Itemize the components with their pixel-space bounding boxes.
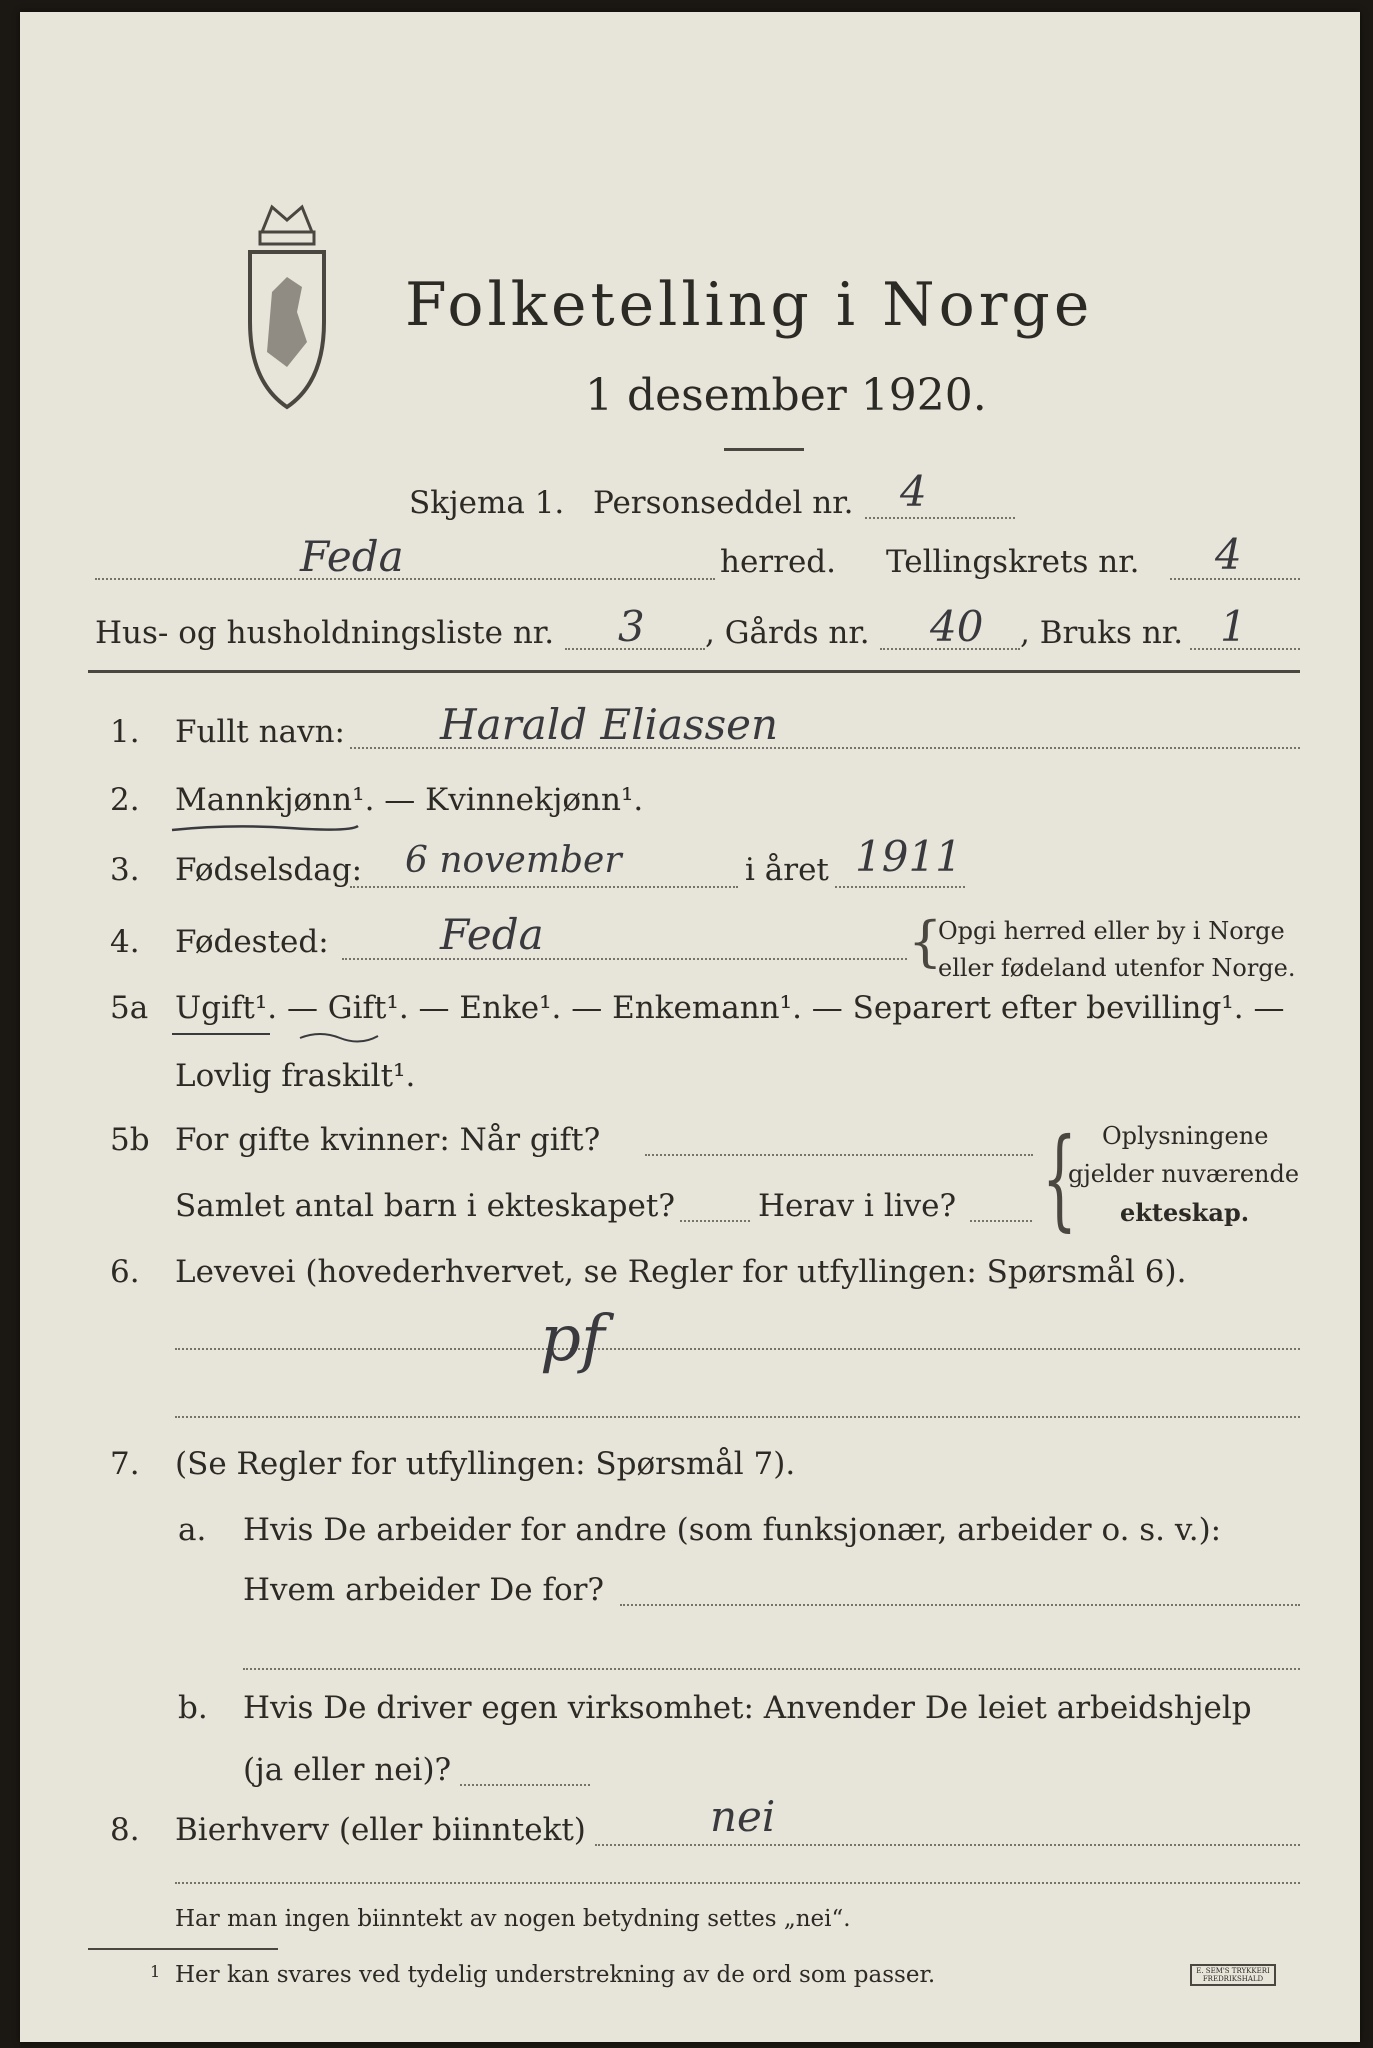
q6-dotted-line-1 (175, 1348, 1300, 1350)
q4-note-line2: eller fødeland utenfor Norge. (938, 954, 1296, 982)
q3-label: Fødselsdag: (175, 852, 363, 888)
q7b-dotted-line (460, 1784, 590, 1786)
q4-number: 4. (110, 924, 140, 960)
personseddel-dotted-line (865, 517, 1015, 519)
q6-label: Levevei (hovederhvervet, se Regler for utfyllingen: Spørsmål 6). (175, 1254, 1187, 1290)
skjema-label: Skjema 1. (409, 485, 565, 521)
q3-answer-birth-date: 6 november (405, 840, 622, 881)
ugift-underline (170, 1028, 380, 1046)
q3-answer-birth-year: 1911 (855, 832, 962, 881)
q7a-dotted-line-2 (243, 1668, 1300, 1670)
herred-dotted-line (95, 578, 715, 580)
q7-number: 7. (110, 1446, 140, 1482)
q7b-letter: b. (178, 1690, 208, 1726)
q5b-note-brace: { (1042, 1114, 1077, 1242)
q8-dotted-line (595, 1844, 1300, 1846)
q5b-label2: Samlet antal barn i ekteskapet? (175, 1188, 675, 1224)
q7-label: (Se Regler for utfyllingen: Spørsmål 7). (175, 1446, 796, 1482)
q5b-note-line2: gjelder nuværende (1068, 1160, 1300, 1188)
q4-note-brace: { (908, 910, 943, 973)
hus-label: Hus- og husholdningsliste nr. (95, 615, 555, 651)
gards-label: , Gårds nr. (705, 615, 870, 651)
q4-note-line1: Opgi herred eller by i Norge (938, 917, 1285, 945)
printer-stamp: E. SEM'S TRYKKERI FREDRIKSHALD (1190, 1964, 1276, 1986)
q8-label: Bierhverv (eller biinntekt) (175, 1812, 586, 1848)
gards-value: 40 (930, 602, 984, 651)
q5b-married-dotted-line (645, 1154, 1033, 1156)
q3-year-dotted-line (835, 886, 965, 888)
q8-dotted-line-2 (175, 1882, 1300, 1884)
bruks-label: , Bruks nr. (1020, 615, 1184, 651)
title-divider (724, 448, 804, 451)
q4-label: Fødested: (175, 924, 329, 960)
header-separator (88, 670, 1300, 673)
herred-value: Feda (300, 532, 404, 581)
q8-number: 8. (110, 1812, 140, 1848)
q6-number: 6. (110, 1254, 140, 1290)
form-date: 1 desember 1920. (585, 370, 987, 421)
q7b-label: Hvis De driver egen virksomhet: Anvender De leiet arbeidshjelp (243, 1690, 1252, 1726)
footnote-rule (88, 1948, 278, 1950)
q7a-dotted-line-1 (620, 1604, 1300, 1606)
q4-dotted-line (342, 958, 907, 960)
norwegian-coat-of-arms-icon (242, 202, 332, 422)
biinntekt-note: Har man ingen biinntekt av nogen betydning settes „nei“. (175, 1906, 851, 1932)
footnote-mark: 1 (150, 1962, 161, 1981)
q5b-label3: Herav i live? (758, 1188, 957, 1224)
q6-answer-occupation: pf (540, 1302, 605, 1376)
census-form-page (20, 12, 1360, 2042)
tellingskrets-value: 4 (1215, 530, 1242, 579)
q3-date-dotted-line (350, 886, 738, 888)
q2-number: 2. (110, 782, 140, 818)
tellingskrets-label: Tellingskrets nr. (886, 544, 1140, 580)
q1-answer-full-name: Harald Eliassen (440, 700, 779, 749)
personseddel-label: Personseddel nr. (593, 485, 854, 521)
q5b-label: For gifte kvinner: Når gift? (175, 1122, 601, 1158)
q1-label: Fullt navn: (175, 714, 345, 750)
q7a-letter: a. (178, 1512, 207, 1548)
q4-answer-birthplace: Feda (440, 910, 544, 959)
herred-label: herred. (720, 544, 836, 580)
hus-value: 3 (618, 602, 645, 651)
q5a-label: Ugift¹. — Gift¹. — Enke¹. — Enkemann¹. — Separert efter bevilling¹. — (175, 990, 1285, 1026)
personseddel-value: 4 (900, 467, 927, 516)
q5b-note-line1: Oplysningene (1102, 1122, 1269, 1150)
q3-number: 3. (110, 852, 140, 888)
q5a-label2: Lovlig fraskilt¹. (175, 1058, 416, 1094)
q5b-alive-dotted-line (970, 1220, 1032, 1222)
q5b-number: 5b (110, 1122, 150, 1158)
q1-number: 1. (110, 714, 140, 750)
q5b-children-dotted-line (680, 1220, 750, 1222)
mannkjonn-underline (170, 820, 360, 836)
q8-answer-side-income: nei (710, 1792, 776, 1841)
q7a-label2: Hvem arbeider De for? (243, 1572, 605, 1608)
footnote-text: Her kan svares ved tydelig understrekning av de ord som passer. (175, 1962, 936, 1988)
q7a-label: Hvis De arbeider for andre (som funksjonær, arbeider o. s. v.): (243, 1512, 1222, 1548)
form-title: Folketelling i Norge (405, 270, 1094, 340)
q6-dotted-line-2 (175, 1416, 1300, 1418)
q5b-note-line3: ekteskap. (1120, 1198, 1250, 1227)
bruks-value: 1 (1220, 602, 1247, 651)
q5a-number: 5a (110, 990, 149, 1026)
q3-year-label: i året (745, 852, 829, 888)
q7b-label2: (ja eller nei)? (243, 1752, 452, 1788)
q2-label: Mannkjønn¹. — Kvinnekjønn¹. (175, 782, 644, 818)
